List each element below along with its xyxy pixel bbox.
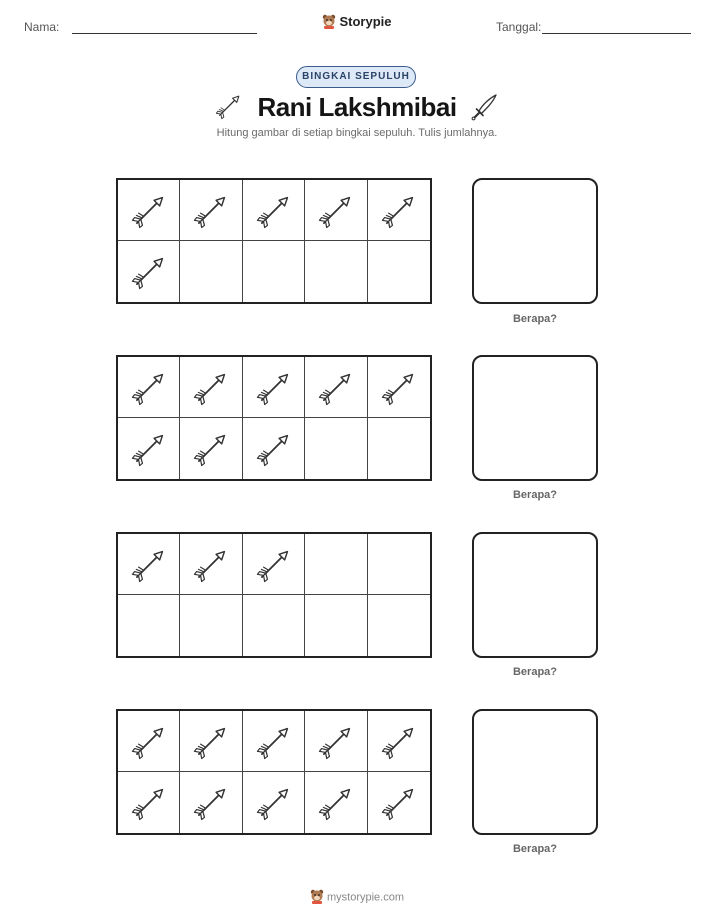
answer-label-3: Berapa?: [512, 666, 558, 678]
frame-cell: [118, 595, 180, 656]
frame-cell: [368, 711, 430, 772]
ten-frame-3: [116, 532, 432, 658]
bear-icon: [310, 888, 324, 907]
footer: [0, 888, 714, 907]
instructions: Hitung gambar di setiap bingkai sepuluh. Tulis jumlahnya.: [216, 127, 498, 139]
frame-cell: [118, 418, 180, 479]
frame-cell: [180, 772, 242, 833]
frame-cell: [243, 418, 305, 479]
frame-cell: [305, 357, 367, 418]
frame-cell: [305, 772, 367, 833]
frame-cell: [305, 180, 367, 241]
frame-cell: [180, 711, 242, 772]
frame-cell: [368, 180, 430, 241]
frame-cell: [305, 534, 367, 595]
date-label: Tanggal:: [496, 20, 542, 34]
frame-cell: [243, 595, 305, 656]
frame-cell: [118, 534, 180, 595]
answer-box-3[interactable]: [472, 532, 598, 658]
frame-cell: [243, 711, 305, 772]
footer-url[interactable]: mystorypie.com: [326, 891, 405, 904]
frame-cell: [368, 595, 430, 656]
answer-label-2: Berapa?: [512, 489, 558, 501]
frame-cell: [180, 534, 242, 595]
answer-label-4: Berapa?: [512, 843, 558, 855]
name-label: Nama:: [24, 20, 60, 34]
name-line[interactable]: [72, 33, 257, 34]
frame-cell: [180, 595, 242, 656]
frame-cell: [243, 534, 305, 595]
answer-box-4[interactable]: [472, 709, 598, 835]
date-line[interactable]: [542, 33, 691, 34]
frame-cell: [243, 772, 305, 833]
frame-cell: [305, 595, 367, 656]
title-row: [0, 92, 714, 124]
ten-frame-4: [116, 709, 432, 835]
frame-cell: [118, 180, 180, 241]
frame-cell: [368, 418, 430, 479]
frame-cell: [368, 772, 430, 833]
brand-name: Storypie: [339, 13, 392, 29]
frame-cell: [118, 357, 180, 418]
frame-cell: [243, 180, 305, 241]
frame-cell: [180, 241, 242, 302]
frame-cell: [305, 711, 367, 772]
answer-box-1[interactable]: [472, 178, 598, 304]
frame-cell: [368, 534, 430, 595]
answer-label-1: Berapa?: [512, 313, 558, 325]
frame-cell: [118, 772, 180, 833]
bear-icon: [322, 13, 336, 32]
sword-icon: [470, 92, 500, 127]
worksheet-badge: BINGKAI SEPULUH: [296, 66, 416, 88]
frame-cell: [180, 357, 242, 418]
frame-cell: [243, 357, 305, 418]
ten-frame-1: [116, 178, 432, 304]
frame-cell: [243, 241, 305, 302]
frame-cell: [305, 418, 367, 479]
frame-cell: [305, 241, 367, 302]
frame-cell: [368, 241, 430, 302]
frame-cell: [180, 418, 242, 479]
frame-cell: [180, 180, 242, 241]
frame-cell: [368, 357, 430, 418]
frame-cell: [118, 241, 180, 302]
brand-logo: [0, 13, 714, 32]
answer-box-2[interactable]: [472, 355, 598, 481]
ten-frame-2: [116, 355, 432, 481]
frame-cell: [118, 711, 180, 772]
page-title: Rani Lakshmibai: [257, 92, 457, 122]
